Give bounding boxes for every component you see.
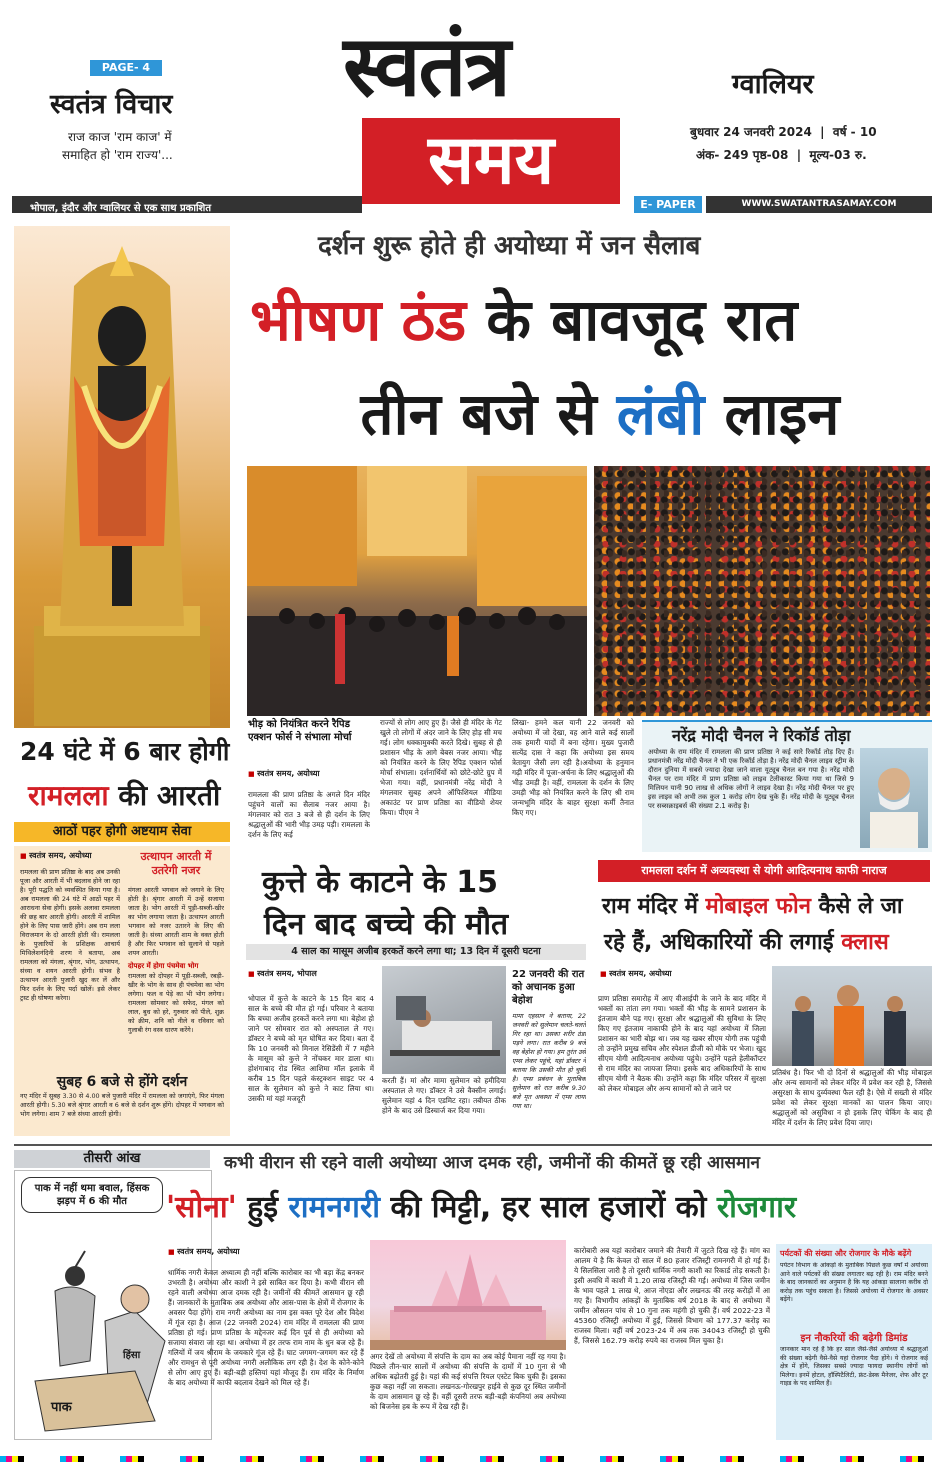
tourism-box-sub: इन नौकरियों की बढ़ेगी डिमांड	[800, 1333, 908, 1344]
crowd-photo	[594, 466, 930, 716]
dog-col-2: करती हैं। मां और मामा सुलेमान को हमीदिया अस्पताल ले गए। डॉक्टर ने उसे वैक्सीन लगाई। सुलेमान यहां 4 दिन एडमिट रहा। तबीयत ठीक होने के बाद उसे डिस्चार्ज कर दिया गया।	[382, 1076, 506, 1115]
cartoon-label-pak: पाक	[51, 1400, 72, 1415]
tourism-box-body: पर्यटन विभाग के आंकड़ों के मुताबिक पिछले कुछ वर्षों में अयोध्या आने वाले पर्यटकों की संख्या लगातार बढ़ रही है। राम मंदिर बनने के बाद जानकारों का अनुमान है कि यह आंकड़ा सालाना करीब दो करोड़ तक पहुंच सकता है। जिससे अयोध्या में रोजगार के अवसर बढ़ेंगे।	[780, 1262, 928, 1303]
dog-headline-1: कुत्ते के काटने के 15	[262, 865, 498, 900]
dog-side-head: 22 जनवरी की रात को अचानक हुआ बेहोश	[512, 969, 585, 1006]
yogi-kicker-text: रामलला दर्शन में अव्यवस्था से योगी आदित्यनाथ काफी नाराज	[641, 864, 887, 877]
sona-col-2: अगर देखें तो अयोध्या में संपत्ति के दाम का अब कोई पैमाना नहीं रह गया है। पिछले तीन-चार सालों में अयोध्या की संपत्ति के दामों में 10 गुना से भी अधिक बढ़ोतरी हुई है। यहां की कई संपत्ति रियल एस्टेट बिक चुकी हैं। इसका कुछ कहा नहीं जा सकता। लखनऊ-गोरखपुर हाईवे से कुछ दूर स्थित जमीनों के दाम आसमान छू रहे हैं। वहीं दूसरी तरफ बड़ी-बड़ी कंपनियां अब अयोध्या को बिजनेस हब के रूप में देख रही हैं।	[370, 1352, 566, 1411]
dog-strip: 4 साल का मासूम अजीब हरकतें करने लगा था; 13 दिन में दूसरी घटना	[246, 944, 586, 960]
yogi-headline-1b: मोबाइल फोन	[705, 894, 811, 919]
sona-headline-blue: रामनगरी	[288, 1190, 380, 1225]
aarti-sub-body: मंगला आरती भगवान को जगाने के लिए होती है। श्रृंगार आरती में उन्हें सजाया जाता है। भोग आरती में पूड़ी-सब्जी-खीर का भोग लगाया जाता है। उत्थापन आरती भगवान को नजर उतारने के लिए की जाती है। संध्या आरती शाम के वक्त होती है और फिर भगवान को सुलाने से पहले शयन आरती।	[128, 886, 224, 957]
cartoon-title-box	[14, 1150, 210, 1168]
yogi-headline-1	[602, 890, 903, 920]
ramlalla-idol-art	[14, 226, 230, 728]
aarti-footer-body: नए मंदिर में सुबह 3.30 से 4.00 बजे पुजारी मंदिर में रामलला को जगाएंगे, फिर मंगला आरती होगी। 5.30 बजे श्रृंगार आरती व 6 बजे से दर्शन शुरू होंगे। दोपहर में भगवान को भोग लगेगा। शाम 7 बजे संध्या आरती होगी।	[20, 1092, 224, 1118]
issue-line: अंक- 249 पृष्ठ-08 | मूल्य-03 रु.	[696, 148, 867, 162]
publish-strip	[12, 196, 362, 213]
temple-photo	[370, 1240, 566, 1350]
dog-side-body: मामा एहसान ने बताया, 22 जनवरी को सुलेमान चलते-चलते गिर रहा था। उसका शरीर ठंडा पड़ने लगा। रात करीब 9 बजे वह बेहोश हो गया। हम तुरंत उसे एम्स लेकर पहुंचे, यहां डॉक्टर ने बताया कि उसकी मौत हो चुकी है। एम्स प्रबंधन के मुताबिक सुलेमान को रात करीब 9.30 बजे मृत अवस्था में एम्स लाया गया था।	[512, 1012, 586, 1110]
masthead	[0, 0, 945, 218]
editorial-quote-2: समाहित हो 'राम राज्य'...	[62, 148, 173, 162]
aarti-sub-head: उत्थापन आरती में उतरेगी नजर	[140, 850, 212, 877]
sona-col-3: कारोबारी अब यहां कारोबार जमाने की तैयारी में जुटते दिख रहे हैं। मांग का आलम ये है कि केवल दो साल में 80 हजार रजिस्ट्री रामनगरी में हो गई हैं। ये सिलसिला जारी है तो दूसरी धार्मिक नगरी काशी का रिकार्ड तोड़ सकती है। इसी अवधि में काशी में 1.20 लाख रजिस्ट्री की गई। अयोध्या में जिस जमीन के भाव पहले 1 लाख थे, आज नोएडा और लखनऊ की तरह करोड़ों में आ गए हैं। विभागीय आंकड़ों के मुताबिक वर्ष 2018 के बाद से अयोध्या में जमीन औसतन पांच से 10 गुना तक महंगी हो चुकी हैं। वर्ष 2022-23 में 45360 रजिस्ट्री अयोध्या में हुईं, जिससे विभाग को 177.37 करोड़ का राजस्व मिला। वहीं वर्ष 2023-24 में अब तक 34043 रजिस्ट्री हो चुकी हैं, जिससे 162.79 करोड़ रुपये का राजस्व मिल चुका है।	[574, 1246, 770, 1345]
queue-photo	[247, 466, 587, 716]
modi-body: अयोध्या के राम मंदिर में रामलला की प्राण प्रतिष्ठा ने कई सारे रिकॉर्ड तोड़ दिए हैं। प्रधानमंत्री नरेंद्र मोदी चैनल ने भी एक रिकॉर्ड तोड़ा है। नरेंद्र मोदी चैनल लाइव स्ट्रीम के दौरान दुनिया में सबसे ज्यादा देखा जाने वाला यूट्यूब चैनल बन गया है। नरेंद्र मोदी चैनल पर राम मंदिर में प्राण प्रतिष्ठा को लाइव टेलीकास्ट किया गया था जिसे 9 मिलियन यानी 90 लाख से अधिक लोगों ने लाइव देखा है। नरेंद्र मोदी चैनल पर हुए इस लाइव को अभी तक कुल 1 करोड़ लोग देख चुके हैं। नरेंद्र मोदी के यूट्यूब चैनल पर सब्सक्राइबर्स की संख्या 2.1 करोड़ है।	[648, 748, 854, 810]
aarti-body: रामलला की प्राण प्रतिष्ठा के बाद अब उनकी पूजा और आरती में भी बदलाव होने जा रहा है। पूरी पद्धति को व्यवस्थित किया गया है। अब रामलला की 24 घंटे में आठों पहर में आराधना सेवा होगी। इसके अलावा रामलला की छह बार आरती होगी। आरती में शामिल होने के लिए पास जारी होंगे। अब राम लला विराजमान के दो आरती होती थी। रामलला के पुजारियों के प्रशिक्षक आचार्य मिथिलेशनंदिनी शरण ने बताया, अब रामलला को मंगला, श्रृंगार, भोग, उत्थापन, संध्या व शयन आरती होगी। संभव है उत्थापन आरती पुजारी खुद कर लें और फिर दर्शन के लिए पर्दा खोलें। इसे लेकर ट्रस्ट ही घोषणा करेगा।	[20, 868, 120, 1002]
lead-photo-caption: भीड़ को नियंत्रित करने रैपिड एक्शन फोर्स ने संभाला मोर्चा	[248, 719, 352, 743]
dog-byline: ■ स्वतंत्र समय, भोपाल	[248, 968, 317, 979]
aarti-headline-1: 24 घंटे में 6 बार होगी	[20, 737, 230, 766]
sona-headline-black-2: की मिट्टी, हर साल हजारों को	[390, 1190, 707, 1225]
aarti-sub-body-2: रामलला को दोपहर में पूड़ी-सब्जी, रबड़ी-खीर के भोग के साथ ही पंचमेवा का भोग लगेगा। फल व पेड़े का भी भोग लगेगा। रामलला सोमवार को सफेद, मंगल को लाल, बुध को हरे, गुरुवार को पीले, शुक्र को क्रीम, शनि को नीले व रविवार को गुलाबी रंग वस्त्र धारण करेंगे।	[128, 972, 224, 1034]
lead-byline: ■ स्वतंत्र समय, अयोध्या	[248, 768, 320, 779]
lead-headline-line-2	[270, 372, 930, 456]
yogi-kicker	[598, 860, 930, 882]
cartoon-title: तीसरी आंख	[83, 1151, 141, 1166]
aarti-strip-text: आठों पहर होगी अष्टयाम सेवा	[52, 824, 192, 839]
modi-headline: नरेंद्र मोदी चैनल ने रिकॉर्ड तोड़ा	[672, 726, 851, 745]
lead-headline-blue: लंबी	[616, 380, 705, 448]
lead-col-1: रामलला की प्राण प्रतिष्ठा के अगले दिन मंदिर पहुंचने वालों का सैलाब नजर आया है। मंगलवार को रात 3 बजे से ही दर्शन के लिए श्रद्धालुओं की भारी भीड़ उमड़ पड़ी। रामलला के दर्शन के लिए कई	[248, 790, 370, 839]
modi-box	[642, 720, 932, 852]
dog-headline-2: दिन बाद बच्चे की मौत	[264, 907, 509, 942]
edition-city: ग्वालियर	[732, 69, 814, 100]
lead-col-2: राज्यों से लोग आए हुए हैं। जैसे ही मंदिर के गेट खुले तो लोगों में अंदर जाने के लिए होड़ सी मच गई। लोग धक्कामुक्की करते दिखे। सुबह से ही प्रशासन भीड़ के आगे बेबस नजर आया। भीड़ को नियंत्रित करने के लिए रैपिड एक्शन फोर्स मोर्चा संभाला। दर्शनार्थियों को छोटे-छोटे ग्रुप में भेजा गया। वहीं, प्रधानमंत्री नरेंद्र मोदी ने मंगलवार सुबह अपने ऑफिशियल मीडिया अकाउंट पर प्राण प्रतिष्ठा का वीडियो शेयर किया। पीएम ने	[380, 718, 502, 817]
ramlalla-photo	[14, 226, 230, 728]
yogi-headline-2b: क्लास	[841, 930, 889, 955]
logo-bottom-box	[362, 118, 620, 204]
logo-bottom: समय	[427, 121, 555, 200]
sona-headline	[166, 1182, 936, 1234]
lead-headline-black-2a: तीन बजे से	[360, 380, 597, 448]
sona-headline-green: रोजगार	[716, 1190, 797, 1225]
yogi-headline-2a: रहे हैं, अधिकारियों की लगाई	[604, 930, 834, 955]
sona-headline-red: 'सोना'	[166, 1190, 237, 1225]
aarti-body-box	[14, 846, 230, 1136]
yogi-body-2: प्रतिबंध है। फिर भी दो दिनों से श्रद्धालुओं की भीड़ मोबाइल और अन्य सामानों को लेकर मंदिर में प्रवेश कर रही है, जिससे असुरक्षा के साथ दुर्व्यवस्था फैल रही है। ऐसे में सख्ती से मंदिर प्रवेश को लेकर सुरक्षा मानकों का पालन किया जाए। श्रद्धालुओं को असुविधा न हो इसके लिए चेकिंग के बाद ही मंदिर में दर्शन के लिए प्रवेश दिया जाए।	[772, 1068, 932, 1127]
publish-strip-text: भोपाल, इंदौर और ग्वालियर से एक साथ प्रकाशित	[30, 203, 212, 214]
queue-photo-art	[247, 466, 587, 716]
aarti-sub-head-2: दोपहर में होगा पंचमेवा भोग	[128, 962, 199, 970]
yogi-headline-2	[604, 926, 889, 956]
aarti-headline-red: रामलला	[28, 779, 109, 812]
yogi-photo	[772, 966, 932, 1066]
aarti-strip	[14, 822, 230, 842]
editorial-quote-1: राज काज 'राम काज' में	[68, 130, 172, 144]
lead-headline-black-1: के बावजूद रात	[486, 286, 798, 354]
logo-top: स्वतंत्र	[343, 17, 509, 115]
cartoon-label-hinsa: हिंसा	[123, 1350, 141, 1361]
yogi-byline: ■ स्वतंत्र समय, अयोध्या	[600, 968, 672, 979]
color-registration-bar	[0, 1456, 945, 1462]
lead-headline-red: भीषण ठंड	[250, 286, 467, 354]
aarti-headline-black-2: की आरती	[118, 779, 221, 812]
hospital-photo	[382, 966, 506, 1074]
lead-headline-line-1	[250, 278, 940, 362]
yogi-headline-1a: राम मंदिर में	[602, 894, 698, 919]
yogi-body: प्राण प्रतिष्ठा समारोह में आए वीआईपी के जाने के बाद मंदिर में भक्तों का तांता लग गया। भक्तों की भीड़ के सामने प्रशासन के इंतजाम बौने पड़ गए। सुरक्षा और श्रद्धालुओं की सुविधा के लिए किए गए इंतजाम नाकाफी होने के बाद यहां अयोध्या में जिला प्रशासन का भारी बोझ था। जब यह खबर सीएम योगी तक पहुंची तो उन्होंने प्रमुख सचिव और स्पेशल डीजी को मौके पर भेजा। खुद सीएम योगी आदित्यनाथ अयोध्या पहुंचे। उन्होंने पहले हेलीकॉप्टर से राम मंदिर का जायजा लिया। इसके बाद अधिकारियों के साथ सीएम योगी ने बैठक की। उन्होंने कहा कि मंदिर परिसर में सुरक्षा को लेकर मोबाइल और अन्य सामानों को ले जाने पर	[598, 994, 766, 1093]
modi-photo	[860, 748, 928, 848]
yogi-headline-1c: कैसे ले जा	[818, 894, 903, 919]
sona-headline-black-1: हुई	[247, 1190, 278, 1225]
sona-byline: ■ स्वतंत्र समय, अयोध्या	[168, 1246, 240, 1257]
tourism-box-head: पर्यटकों की संख्या और रोजगार के मौके बढ़ेंगे	[780, 1249, 912, 1258]
date-line: बुधवार 24 जनवरी 2024 | वर्ष - 10	[690, 125, 877, 139]
epaper-badge[interactable]: E- PAPER	[634, 196, 702, 213]
lead-col-3: लिखा- हमने कल यानी 22 जनवरी को अयोध्या में जो देखा, वह आने वाले कई सालों तक हमारी यादों में बना रहेगा। मुख्य पुजारी सत्येंद्र दास ने कहा कि अयोध्या इस समय त्रेतायुग जैसी लग रही है।अयोध्या के हनुमान गढ़ी मंदिर में पूजा-अर्चना के लिए श्रद्धालुओं की भीड़ उमड़ी है। वहीं, रामलला के दर्शन के लिए उमड़ी भीड़ को नियंत्रित करने के लिए श्री राम जन्मभूमि मंदिर के बाहर सुरक्षा कर्मी तैनात किए गए।	[512, 718, 634, 817]
dog-col-1: भोपाल में कुत्ते के काटने के 15 दिन बाद 4 साल के बच्चे की मौत हो गई। परिवार ने बताया कि बच्चा अजीब हरकतें करने लगा था। बेहोश हो जाने पर सोमवार रात को अस्पताल ले गए। डॉक्टर ने बच्चे को मृत घोषित कर दिया। बता दें कि 10 जनवरी को मिनाल रेसिडेंसी में 7 महीने के मासूम को कुत्ते ने नोंचकर मार डाला था। होशंगाबाद रोड स्थित आशिमा मॉल इलाके में करीब 15 दिन पहले कंस्ट्रक्शन साइट पर 4 साल के सुलेमान को कुत्ते ने काट लिया था। उसकी मां यहां मजदूरी	[248, 994, 374, 1103]
sona-col-1: धार्मिक नगरी केवल अध्यात्म ही नहीं बल्कि कारोबार का भी बड़ा केंद्र बनकर उभरती है। अयोध्या और काशी ने इसे साबित कर दिया है। कभी वीरान सी रहने वाली अयोध्या आज दमक रही है। जमीनों की कीमतें आसमान छू रही हैं। जानकारों के मुताबिक अब अयोध्या और आस-पास के क्षेत्रों में रोजगार के अवसर पैदा होंगे। राम नगरी अयोध्या का नाम इस वक्त पूरे देश और विदेश में गूंज रहा है। आज (22 जनवरी 2024) राम मंदिर में रामलला की प्राण प्रतिष्ठा हो गई। प्राण प्रतिष्ठा के मद्देनजर कई दिन पूर्व से ही अयोध्या को सजाया संवारा जा रहा था। अयोध्या में हर तरफ राम नाम के धुन बज रहे हैं। गलियों में जय श्रीराम के जयकारे गूंज रहे हैं। घाट जगमग-जगमग कर रहे हैं और रामधुन से पूरी अयोध्या नगरी अलौकिक लग रही है। देश के कोने-कोने से लोग आए हुए हैं। बड़ी-बड़ी हस्तियां यहां मौजूद हैं। राम मंदिर के निर्माण के बाद अयोध्या में काफी बदलाव देखने को मिल रहे हैं।	[168, 1268, 364, 1387]
aarti-byline: ■ स्वतंत्र समय, अयोध्या	[20, 850, 92, 861]
sona-kicker: कभी वीरान सी रहने वाली अयोध्या आज दमक रही, जमीनों की कीमतें छू रही आसमान	[224, 1153, 760, 1173]
cartoon-bubble: पाक में नहीं थमा बवाल, हिंसक झड़प में 6 की मौत	[21, 1177, 163, 1213]
editorial-title: स्वतंत्र विचार	[50, 89, 173, 120]
tourism-box-sub-body: जानकार मान रहे हैं कि हर साल जैसे-जैसे अयोध्या में श्रद्धालुओं की संख्या बढ़ेगी वैसे-वैसे यहां रोजगार पैदा होंगे। ये रोजगार कई क्षेत्र में होंगे, जिसका सबसे ज्यादा फायदा स्थानीय लोगों को मिलेगा। इनमें होटल, हॉस्पिटैलिटी, फ्रंट-डेस्क मैनेजर, शेफ और टूर गाइड के पद शामिल हैं।	[780, 1346, 928, 1387]
website-link[interactable]: WWW.SWATANTRASAMAY.COM	[706, 196, 932, 213]
lead-kicker: दर्शन शुरू होते ही अयोध्या में जन सैलाब	[318, 231, 701, 261]
aarti-footer-head: सुबह 6 बजे से होंगे दर्शन	[56, 1074, 188, 1090]
page-badge: PAGE- 4	[90, 60, 162, 76]
aarti-headline-2	[28, 776, 220, 814]
section-divider	[14, 1144, 932, 1146]
lead-headline-black-2b: लाइन	[724, 380, 840, 448]
tourism-box	[776, 1244, 932, 1440]
